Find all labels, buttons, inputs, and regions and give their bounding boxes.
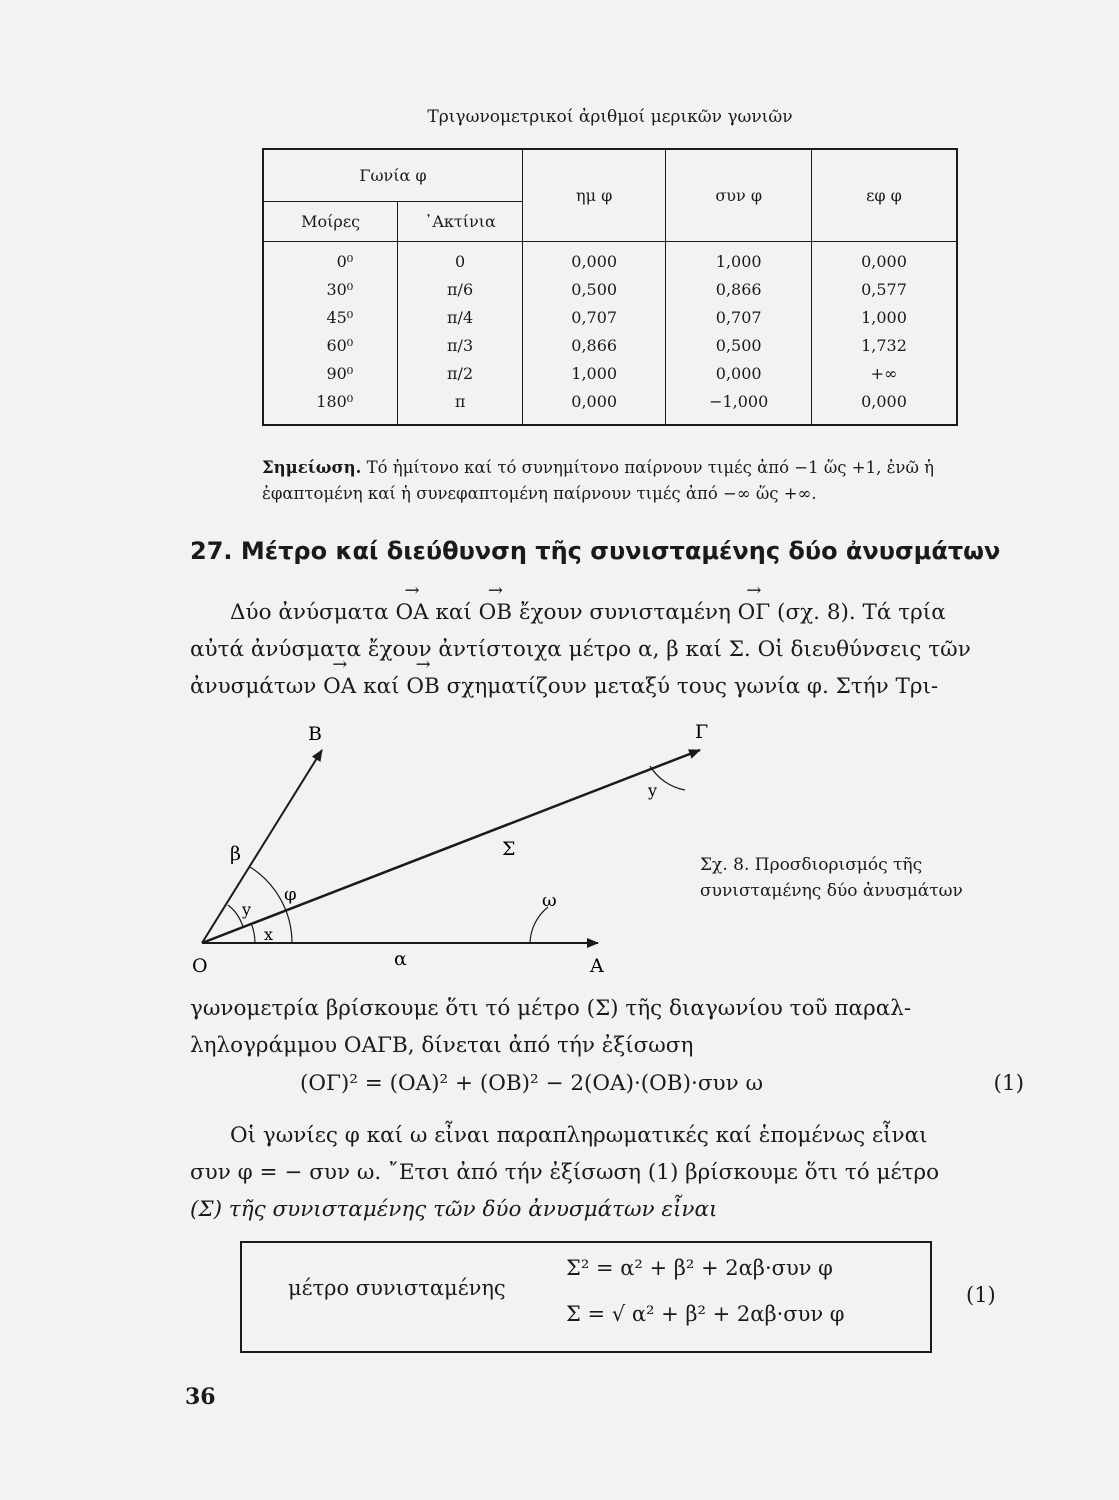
paragraph-1-line-2: αὐτά ἀνύσματα ἔχουν ἀντίστοιχα μέτρο α, β καί Σ. Οἱ διευθύνσεις τῶν bbox=[190, 637, 971, 662]
note-text: Τό ἡμίτονο καί τό συνημίτονο παίρνουν τιμές ἀπό −1 ὥς +1, ἐνῶ ἡ ἐφαπτομένη καί ἡ συνεφαπτομένη παίρνουν τιμές ἀπό −∞ ὥς +∞. bbox=[262, 458, 935, 503]
tan-cell: 0,000 bbox=[811, 241, 957, 276]
label-omega: ω bbox=[542, 890, 557, 911]
tan-cell: 1,000 bbox=[811, 304, 957, 332]
table-row bbox=[263, 276, 957, 304]
cos-cell: 1,000 bbox=[666, 241, 812, 276]
cos-cell: 0,866 bbox=[666, 276, 812, 304]
angle-header: Γωνία φ bbox=[263, 149, 522, 201]
label-o: Ο bbox=[192, 955, 208, 977]
label-alpha: α bbox=[394, 948, 407, 970]
angle-y-arc bbox=[228, 905, 243, 927]
formula-sigma: Σ = √ α² + β² + 2αβ·συν φ bbox=[566, 1302, 845, 1326]
table-row bbox=[263, 360, 957, 388]
sin-header: ημ φ bbox=[522, 149, 665, 241]
equation-1-number: (1) bbox=[993, 1071, 1024, 1096]
text: καί bbox=[428, 600, 479, 625]
cos-cell: 0,000 bbox=[666, 360, 812, 388]
label-g: Γ bbox=[695, 721, 709, 743]
vector-og: → ΟΓ bbox=[738, 594, 771, 631]
rad-cell: π/6 bbox=[398, 276, 523, 304]
label-beta: β bbox=[230, 843, 241, 865]
rad-cell: π/3 bbox=[398, 332, 523, 360]
table-row bbox=[263, 241, 957, 276]
table-caption: Τριγωνομετρικοί ἀριθμοί μερικῶν γωνιῶν bbox=[427, 107, 793, 127]
section-title: 27. Μέτρο καί διεύθυνση τῆς συνισταμένης δύο ἀνυσμάτων bbox=[190, 537, 1001, 565]
label-y: y bbox=[242, 900, 252, 919]
paragraph-1-line-3 bbox=[190, 668, 1030, 705]
sin-cell: 0,000 bbox=[522, 241, 665, 276]
tan-cell: +∞ bbox=[811, 360, 957, 388]
label-y2: y bbox=[648, 781, 658, 800]
table-row bbox=[263, 332, 957, 360]
rad-header: ᾿Ακτίνια bbox=[398, 201, 523, 241]
text: (σχ. 8). Τά τρία bbox=[770, 600, 946, 625]
note-label: Σημείωση. bbox=[262, 458, 362, 477]
text: Δύο ἀνύσματα bbox=[230, 600, 396, 625]
label-b: Β bbox=[308, 723, 322, 745]
cos-header: συν φ bbox=[666, 149, 812, 241]
table-note bbox=[262, 455, 962, 507]
text: ἀνυσμάτων bbox=[190, 674, 324, 699]
text: ἔχουν συνισταμένη bbox=[512, 600, 738, 625]
cos-cell: 0,707 bbox=[666, 304, 812, 332]
formula-sigma-squared: Σ² = α² + β² + 2αβ·συν φ bbox=[566, 1256, 833, 1280]
label-sigma: Σ bbox=[502, 838, 516, 860]
deg-cell: 180⁰ bbox=[263, 388, 398, 425]
angle-x-arc bbox=[251, 923, 255, 943]
paragraph-3-line-1: Οἱ γωνίες φ καί ω εἶναι παραπληρωματικές καί ἑπομένως εἶναι bbox=[230, 1123, 928, 1148]
rad-cell: π/2 bbox=[398, 360, 523, 388]
label-x: x bbox=[264, 925, 274, 944]
deg-cell: 0⁰ bbox=[263, 241, 398, 276]
figure-caption bbox=[700, 852, 980, 904]
rad-cell: π bbox=[398, 388, 523, 425]
deg-cell: 30⁰ bbox=[263, 276, 398, 304]
result-box-number: (1) bbox=[966, 1283, 996, 1307]
paragraph-2-line-2: ληλογράμμου ΟΑΓΒ, δίνεται ἀπό τήν ἐξίσωση bbox=[190, 1033, 694, 1058]
sin-cell: 0,500 bbox=[522, 276, 665, 304]
sin-cell: 1,000 bbox=[522, 360, 665, 388]
text: σχηματίζουν μεταξύ τους γωνία φ. Στήν Τρι- bbox=[439, 674, 939, 699]
paragraph-3-line-3: (Σ) τῆς συνισταμένης τῶν δύο ἀνυσμάτων εἶναι bbox=[190, 1197, 718, 1222]
vector-ob-arrow bbox=[202, 750, 322, 943]
page-number: 36 bbox=[185, 1384, 216, 1410]
label-phi: φ bbox=[284, 884, 297, 905]
tan-cell: 1,732 bbox=[811, 332, 957, 360]
deg-cell: 60⁰ bbox=[263, 332, 398, 360]
angle-omega-arc bbox=[530, 907, 548, 943]
figure-caption-line-1: Σχ. 8. Προσδιορισμός τῆς bbox=[700, 855, 923, 875]
equation-1-text: (ΟΓ)² = (ΟΑ)² + (ΟΒ)² − 2(ΟΑ)·(ΟΒ)·συν ω bbox=[300, 1071, 764, 1096]
result-box-label: μέτρο συνισταμένης bbox=[288, 1276, 506, 1300]
text: καί bbox=[356, 674, 407, 699]
vector-oa: → ΟΑ bbox=[323, 668, 356, 705]
rad-cell: 0 bbox=[398, 241, 523, 276]
vector-diagram bbox=[180, 710, 720, 980]
trig-table bbox=[262, 148, 958, 426]
sin-cell: 0,866 bbox=[522, 332, 665, 360]
figure-caption-line-2: συνισταμένης δύο ἀνυσμάτων bbox=[700, 881, 963, 901]
deg-header: Μοίρες bbox=[263, 201, 398, 241]
deg-cell: 45⁰ bbox=[263, 304, 398, 332]
table-row bbox=[263, 304, 957, 332]
vector-oa: → ΟΑ bbox=[395, 594, 428, 631]
sin-cell: 0,000 bbox=[522, 388, 665, 425]
paragraph-2-line-1: γωνομετρία βρίσκουμε ὅτι τό μέτρο (Σ) τῆς διαγωνίου τοῦ παραλ- bbox=[190, 996, 912, 1021]
paragraph-1-line-1 bbox=[230, 594, 1030, 631]
vector-ob: → ΟΒ bbox=[406, 668, 439, 705]
table-row bbox=[263, 388, 957, 425]
tan-cell: 0,000 bbox=[811, 388, 957, 425]
tan-cell: 0,577 bbox=[811, 276, 957, 304]
label-a: Α bbox=[590, 955, 604, 977]
cos-cell: −1,000 bbox=[666, 388, 812, 425]
vector-ob: → ΟΒ bbox=[479, 594, 512, 631]
deg-cell: 90⁰ bbox=[263, 360, 398, 388]
tan-header: εφ φ bbox=[811, 149, 957, 241]
sin-cell: 0,707 bbox=[522, 304, 665, 332]
cos-cell: 0,500 bbox=[666, 332, 812, 360]
rad-cell: π/4 bbox=[398, 304, 523, 332]
vector-og-arrow bbox=[202, 750, 700, 943]
paragraph-3-line-2: συν φ = − συν ω. ῎Ετσι ἀπό τήν ἐξίσωση (1) βρίσκουμε ὅτι τό μέτρο bbox=[190, 1160, 940, 1185]
equation-1 bbox=[300, 1071, 1030, 1096]
